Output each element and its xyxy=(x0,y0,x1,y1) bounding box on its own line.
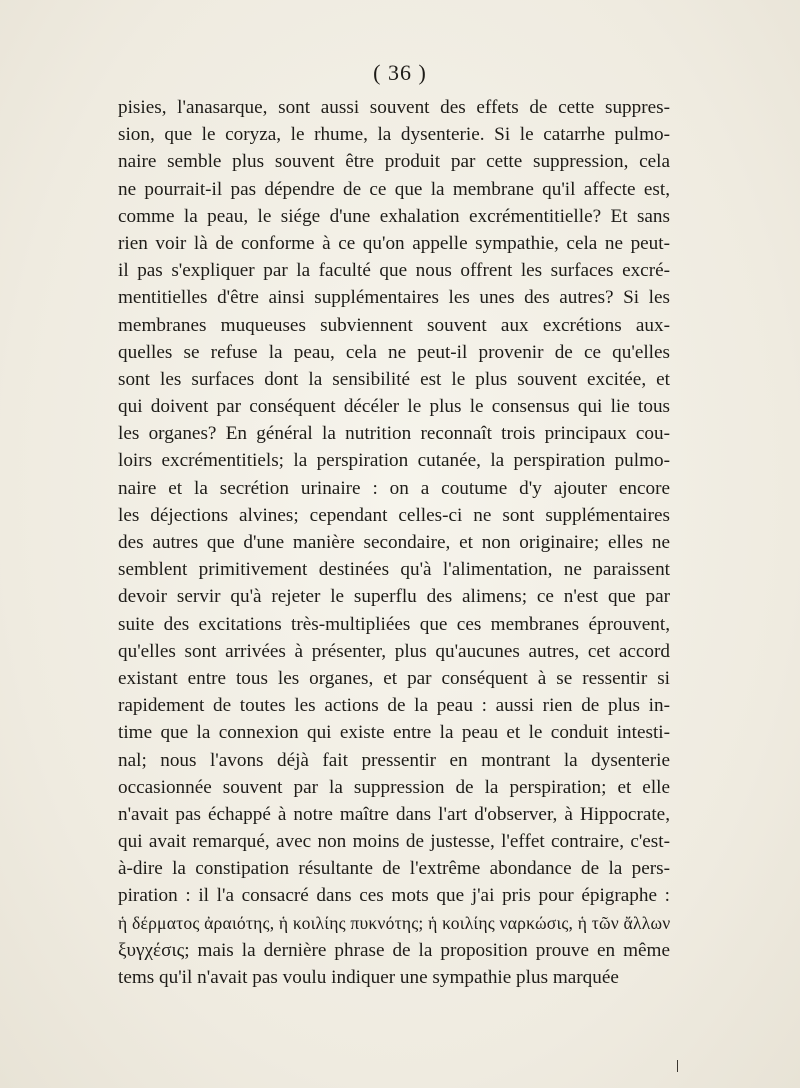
catchword-mark xyxy=(677,1060,678,1072)
text-line: semblent primitivement destinées qu'à l'alimentation, ne paraissent xyxy=(118,559,670,581)
text-line: à-dire la constipation résultante de l'extrême abondance de la pers- xyxy=(118,858,670,880)
text-line: qui doivent par conséquent décéler le plus le consensus qui lie tous xyxy=(118,396,670,418)
text-line: nal; nous l'avons déjà fait pressentir en montrant la dysenterie xyxy=(118,749,670,771)
text-line: naire semble plus souvent être produit par cette suppression, cela xyxy=(118,151,670,173)
text-line: les déjections alvines; cependant celles-ci ne sont supplémentaires xyxy=(118,504,670,526)
text-line: les organes? En général la nutrition reconnaît trois principaux cou- xyxy=(118,423,670,445)
page-number: ( 36 ) xyxy=(373,60,427,85)
text-line: membranes muqueuses subviennent souvent aux excrétions aux- xyxy=(118,314,670,336)
text-line: naire et la secrétion urinaire : on a coutume d'y ajouter encore xyxy=(118,477,670,499)
text-line: piration : il l'a consacré dans ces mots que j'ai pris pour épigraphe : xyxy=(118,885,670,907)
text-line: rien voir là de conforme à ce qu'on appelle sympathie, cela ne peut- xyxy=(118,232,670,254)
text-line: occasionnée souvent par la suppression de la perspiration; et elle xyxy=(118,776,670,798)
text-line: n'avait pas échappé à notre maître dans l'art d'observer, à Hippocrate, xyxy=(118,803,670,825)
text-line: comme la peau, le siége d'une exhalation excrémentitielle? Et sans xyxy=(118,205,670,227)
text-line: suite des excitations très-multipliées que ces membranes éprouvent, xyxy=(118,613,670,635)
text-line: devoir servir qu'à rejeter le superflu des alimens; ce n'est que par xyxy=(118,586,670,608)
text-line: time que la connexion qui existe entre la peau et le conduit intesti- xyxy=(118,722,670,744)
text-line: existant entre tous les organes, et par conséquent à se ressentir si xyxy=(118,667,670,689)
text-line: qu'elles sont arrivées à présenter, plus qu'aucunes autres, cet accord xyxy=(118,640,670,662)
text-line: mentitielles d'être ainsi supplémentaires les unes des autres? Si les xyxy=(118,287,670,309)
text-line: ξυγχέσις; mais la dernière phrase de la proposition prouve en même xyxy=(118,939,670,961)
text-line: sion, que le coryza, le rhume, la dysenterie. Si le catarrhe pulmo- xyxy=(118,124,670,146)
text-line: des autres que d'une manière secondaire, et non originaire; elles ne xyxy=(118,532,670,553)
body-paragraph xyxy=(118,94,670,991)
text-line: ne pourrait-il pas dépendre de ce que la membrane qu'il affecte est, xyxy=(118,178,670,200)
greek-quotation-line: ἡ δέρματος ἀραιότης, ἡ κοιλίης πυκνότης; ἡ κοιλίης ναρκώσις, ἡ τῶν ἄλλων xyxy=(118,912,671,933)
text-line: il pas s'expliquer par la faculté que nous offrent les surfaces excré- xyxy=(118,260,670,282)
text-line: loirs excrémentitiels; la perspiration cutanée, la perspiration pulmo- xyxy=(118,450,670,472)
text-line: sont les surfaces dont la sensibilité est le plus souvent excitée, et xyxy=(118,368,670,390)
text-line: rapidement de toutes les actions de la peau : aussi rien de plus in- xyxy=(118,695,670,717)
text-line: quelles se refuse la peau, cela ne peut-il provenir de ce qu'elles xyxy=(118,341,670,363)
text-line: tems qu'il n'avait pas voulu indiquer une sympathie plus marquée xyxy=(118,967,619,988)
text-line: qui avait remarqué, avec non moins de justesse, l'effet contraire, c'est- xyxy=(118,831,670,853)
text-line: pisies, l'anasarque, sont aussi souvent des effets de cette suppres- xyxy=(118,97,670,118)
